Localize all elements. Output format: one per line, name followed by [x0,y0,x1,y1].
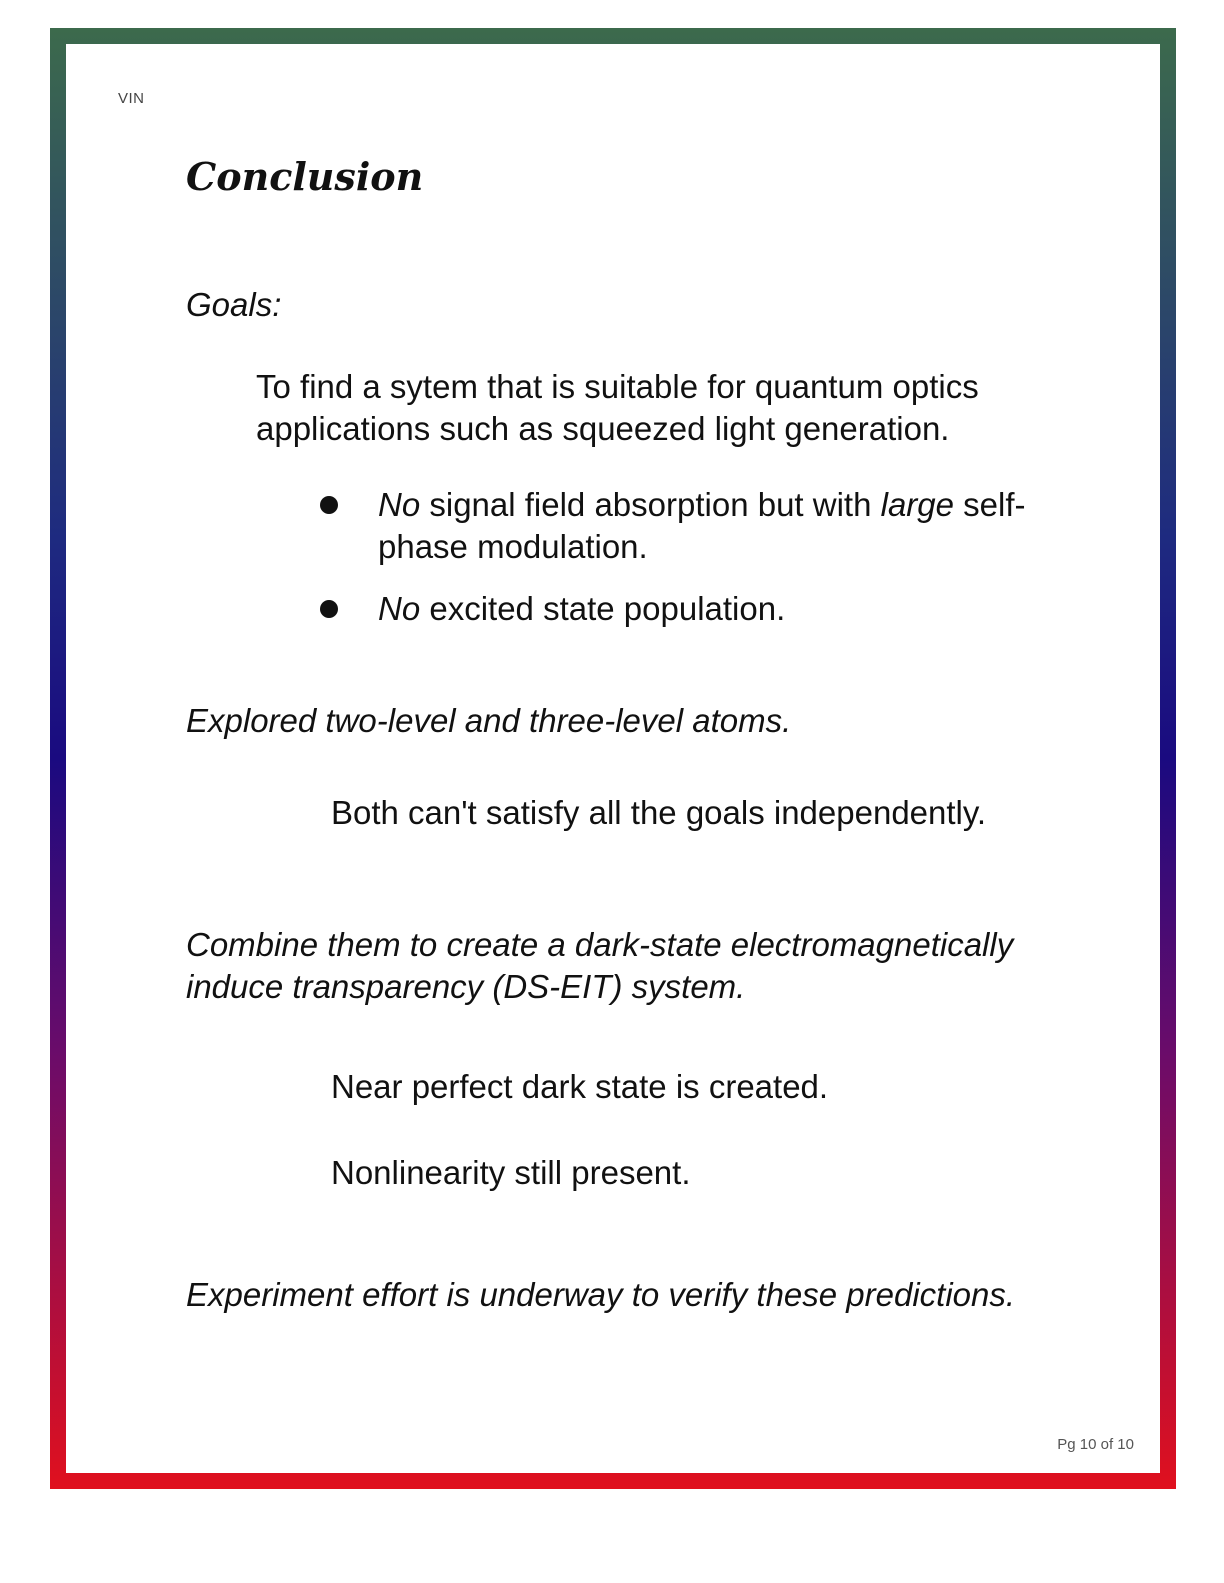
bullet-dot-icon [320,600,338,618]
experiment-heading: Experiment effort is underway to verify these predictions. [186,1276,1016,1313]
corner-label: VIN [118,90,145,107]
bullet-item [308,484,1068,568]
slide-content [66,44,1160,1473]
bullet-dot-icon [320,496,338,514]
bullet-text: signal field absorption but with [420,486,881,523]
bullet-text: self-phase modulation. [378,486,1026,565]
bullet-emphasis: No [378,590,421,627]
explored-heading: Explored two-level and three-level atoms. [186,702,792,739]
combine-note: Nonlinearity still present. [331,1154,691,1191]
goals-heading: Goals: [186,286,282,323]
explored-note: Both can't satisfy all the goals independently. [331,794,987,831]
bullet-text: excited state population. [420,590,786,627]
combine-heading: Combine them to create a dark-state electromagnetically induce transparency (DS-EIT) system. [186,926,1014,1005]
bullet-emphasis: large [880,486,955,523]
goals-description: To find a sytem that is suitable for quantum optics applications such as squeezed light generation. [256,368,979,447]
slide-frame [50,28,1176,1489]
page-number: Pg 10 of 10 [1057,1436,1134,1453]
bullet-emphasis: No [378,486,421,523]
goals-bullet-list [308,484,1068,650]
combine-note: Near perfect dark state is created. [331,1068,829,1105]
slide-title: Conclusion [186,154,424,199]
bullet-item [308,588,1068,630]
